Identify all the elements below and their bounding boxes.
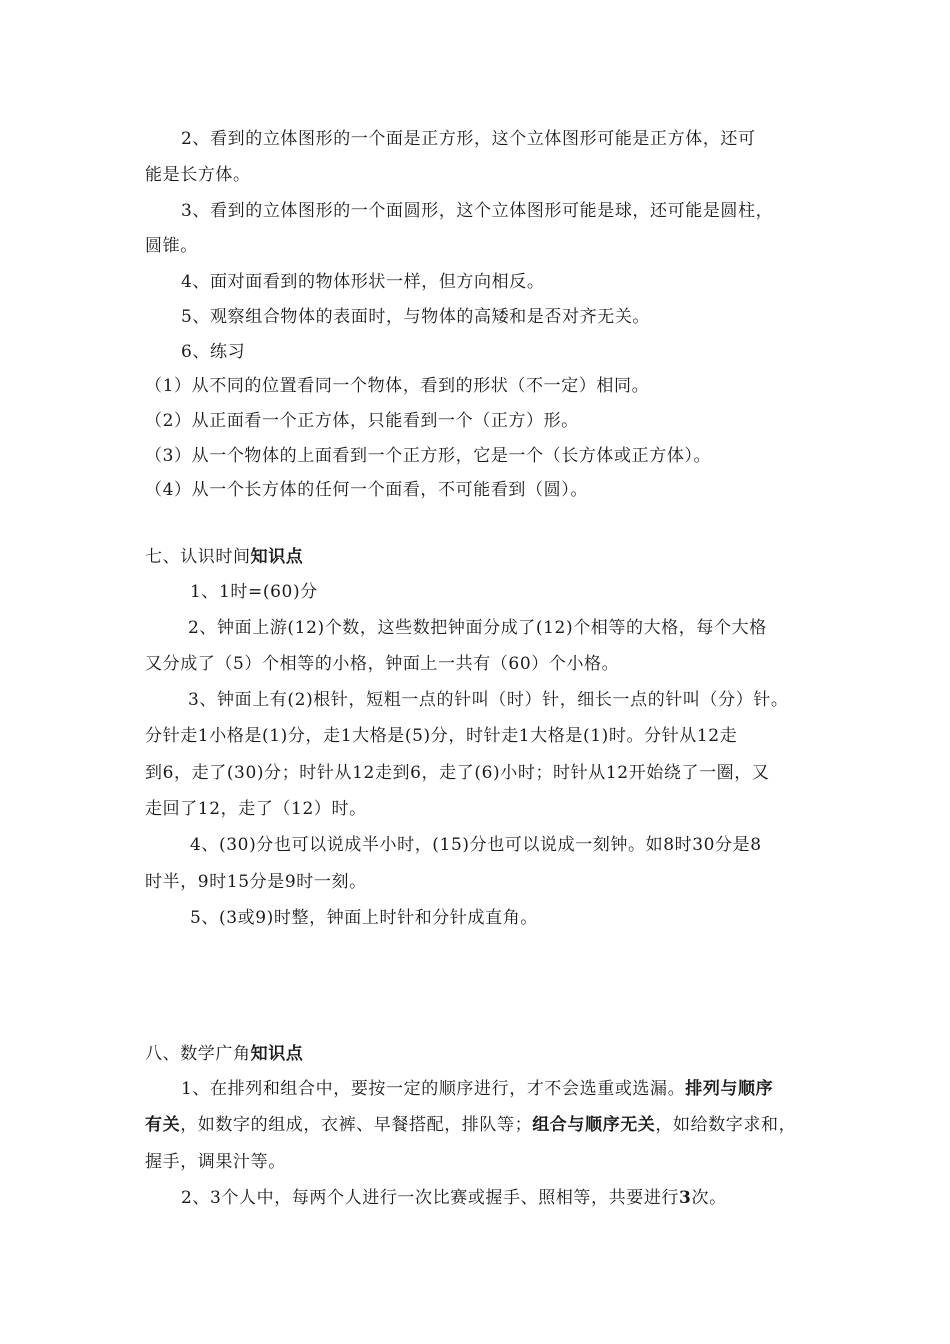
paragraph-line: 握手，调果汁等。: [145, 1152, 286, 1172]
paragraph-line: 1、1时=(60)分: [190, 582, 318, 602]
bold-text-run: 有关: [145, 1115, 181, 1135]
section-heading: [145, 545, 805, 569]
paragraph-line: 分针走1小格是(1)分，走1大格是(5)分，时针走1大格是(1)时。分针从12走: [145, 726, 738, 746]
heading-text: 七、认识时间: [145, 547, 251, 567]
text-run: ，如给数字求和，: [655, 1115, 797, 1135]
paragraph-line: 4、(30)分也可以说成半小时，(15)分也可以说成一刻钟。如8时30分是8: [190, 835, 762, 855]
heading-text: 八、数学广角: [145, 1044, 251, 1064]
paragraph-line: 2、钟面上游(12)个数，这些数把钟面分成了(12)个相等的大格，每个大格: [188, 618, 767, 638]
exercise-line: （1）从不同的位置看同一个物体，看到的形状（不一定）相同。: [145, 376, 650, 396]
paragraph-line: 到6，走了(30)分；时针从12走到6，走了(6)小时；时针从12开始绕了一圈，又: [145, 763, 770, 783]
paragraph-line: 能是长方体。: [145, 165, 251, 185]
bold-text-run: 排列与顺序: [685, 1079, 774, 1099]
exercise-line: （4）从一个长方体的任何一个面看，不可能看到（圆）。: [145, 480, 588, 500]
text-run: 1、在排列和组合中，要按一定的顺序进行，才不会选重或选漏。: [181, 1079, 686, 1099]
paragraph-line: 4、面对面看到的物体形状一样，但方向相反。: [181, 272, 545, 292]
exercise-line: （3）从一个物体的上面看到一个正方形，它是一个（长方体或正方体）。: [145, 446, 712, 466]
paragraph-line: 又分成了（5）个相等的小格，钟面上一共有（60）个小格。: [145, 654, 620, 674]
text-run: 次。: [691, 1188, 727, 1208]
paragraph-line: 2、看到的立体图形的一个面是正方形，这个立体图形可能是正方体，还可: [181, 129, 756, 149]
paragraph-line: 5、(3或9)时整，钟面上时针和分针成直角。: [190, 908, 538, 928]
paragraph-line: 5、观察组合物体的表面时，与物体的高矮和是否对齐无关。: [181, 307, 651, 327]
text-run: ，如数字的组成，衣裤、早餐搭配，排队等；: [180, 1115, 533, 1135]
bold-text-run: 3: [679, 1188, 692, 1208]
heading-bold-text: 知识点: [250, 547, 304, 567]
paragraph-line: [181, 1077, 841, 1101]
paragraph-line: [145, 1113, 805, 1137]
exercise-line: （2）从正面看一个正方体，只能看到一个（正方）形。: [145, 411, 579, 431]
paragraph-line: 时半，9时15分是9时一刻。: [145, 872, 367, 892]
section-heading: [145, 1042, 805, 1066]
paragraph-line: 圆锥。: [145, 236, 198, 256]
paragraph-line: 3、看到的立体图形的一个面圆形，这个立体图形可能是球，还可能是圆柱，: [181, 201, 774, 221]
bold-text-run: 组合与顺序无关: [532, 1115, 656, 1135]
paragraph-line: 3、钟面上有(2)根针，短粗一点的针叫（时）针，细长一点的针叫（分）针。: [188, 690, 789, 710]
text-run: 2、3个人中，每两个人进行一次比赛或握手、照相等，共要进行: [181, 1188, 680, 1208]
heading-bold-text: 知识点: [250, 1044, 304, 1064]
paragraph-line: 6、练习: [181, 342, 246, 362]
paragraph-line: 走回了12，走了（12）时。: [145, 799, 367, 819]
paragraph-line: [181, 1186, 841, 1210]
